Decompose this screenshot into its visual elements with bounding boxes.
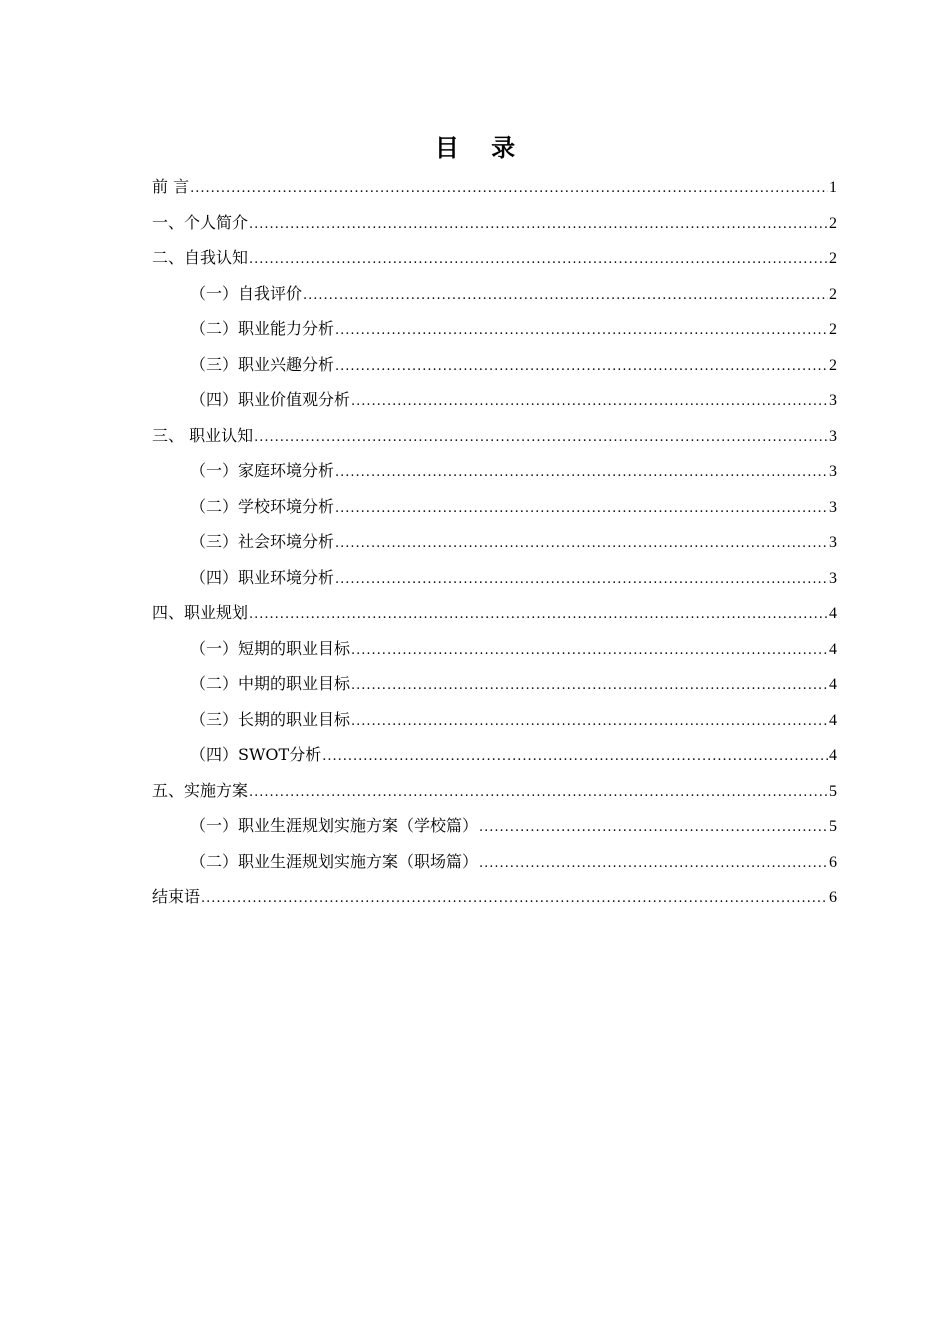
toc-entry-label: （一）自我评价 <box>190 283 303 303</box>
toc-entry-label: 四、职业规划 <box>152 603 249 622</box>
toc-entry[interactable] <box>152 595 837 631</box>
toc-entry-page-number: 3 <box>829 569 837 587</box>
toc-entry-page-number: 3 <box>829 463 837 480</box>
toc-entry[interactable] <box>152 844 837 880</box>
toc-dot-leader <box>335 562 828 598</box>
toc-entry-page-number: 3 <box>829 427 837 445</box>
toc-dot-leader <box>249 242 828 278</box>
toc-entry[interactable] <box>152 276 837 312</box>
toc-entry-page-number: 3 <box>829 498 837 516</box>
toc-entry[interactable] <box>152 631 837 667</box>
toc-entry[interactable] <box>152 382 837 418</box>
toc-entry-label: （二）中期的职业目标 <box>190 674 351 693</box>
toc-entry-label: （二）职业生涯规划实施方案（职场篇） <box>190 851 479 871</box>
toc-entry[interactable] <box>152 808 837 844</box>
toc-title: 目 录 <box>434 134 528 162</box>
toc-entry[interactable] <box>152 311 837 347</box>
toc-entry-page-number: 1 <box>829 179 837 196</box>
toc-entry-page-number: 2 <box>829 285 837 303</box>
toc-entry-page-number: 6 <box>829 853 837 871</box>
toc-dot-leader <box>335 313 828 349</box>
toc-dot-leader <box>303 278 828 314</box>
toc-entry-page-number: 2 <box>829 321 837 338</box>
toc-entry-label: （一）职业生涯规划实施方案（学校篇） <box>190 816 479 835</box>
toc-dot-leader <box>479 810 828 846</box>
toc-entry[interactable] <box>152 773 837 809</box>
toc-entry-page-number: 4 <box>829 711 837 729</box>
toc-entry-page-number: 2 <box>829 356 837 374</box>
toc-entry-page-number: 4 <box>829 676 837 693</box>
toc-entry-label: （一）家庭环境分析 <box>190 461 335 480</box>
toc-entry-label: （二）职业能力分析 <box>190 319 335 338</box>
toc-entry-label: （三）长期的职业目标 <box>190 709 351 729</box>
toc-entry[interactable] <box>152 418 837 454</box>
toc-dot-leader <box>249 597 828 633</box>
toc-entry-label: （一）短期的职业目标 <box>190 638 351 658</box>
toc-entry[interactable] <box>152 240 837 276</box>
toc-dot-leader <box>249 775 828 811</box>
toc-dot-leader <box>254 420 828 456</box>
toc-entry-label: （三）社会环境分析 <box>190 532 335 551</box>
toc-dot-leader <box>335 491 828 527</box>
toc-entry-page-number: 5 <box>829 818 837 835</box>
toc-entry-label: （二）学校环境分析 <box>190 496 335 516</box>
toc-entry-label: 一、个人简介 <box>152 212 249 232</box>
toc-entry-page-number: 4 <box>829 747 837 764</box>
toc-entry[interactable] <box>152 524 837 560</box>
toc-entry-page-number: 4 <box>829 605 837 622</box>
toc-dot-leader <box>351 704 828 740</box>
toc-entry-page-number: 5 <box>829 782 837 800</box>
toc-entry[interactable] <box>152 453 837 489</box>
toc-dot-leader <box>351 384 828 420</box>
toc-entry-page-number: 6 <box>829 889 837 906</box>
toc-entry[interactable] <box>152 169 837 205</box>
toc-entry-page-number: 2 <box>829 214 837 232</box>
toc-entry[interactable] <box>152 489 837 525</box>
toc-dot-leader <box>335 455 828 491</box>
toc-entry[interactable] <box>152 347 837 383</box>
toc-dot-leader <box>351 633 828 669</box>
toc-entry[interactable] <box>152 666 837 702</box>
toc-entry[interactable] <box>152 560 837 596</box>
toc-entry-label: （四）职业环境分析 <box>190 567 335 587</box>
toc-entry-page-number: 2 <box>829 250 837 267</box>
toc-dot-leader <box>351 668 828 704</box>
toc-dot-leader <box>322 739 828 775</box>
toc-entry[interactable] <box>152 702 837 738</box>
toc-entry-page-number: 4 <box>829 640 837 658</box>
toc-entry-label: 二、自我认知 <box>152 248 249 267</box>
toc-entry-page-number: 3 <box>829 534 837 551</box>
toc-dot-leader <box>249 207 828 243</box>
toc-entry-label: 结束语 <box>152 887 201 906</box>
toc-entry-label: 五、实施方案 <box>152 780 249 800</box>
toc-dot-leader <box>201 881 828 917</box>
toc-entry-label: （四）职业价值观分析 <box>190 390 351 409</box>
toc-dot-leader <box>335 526 828 562</box>
toc-entry-label: （三）职业兴趣分析 <box>190 354 335 374</box>
toc-list <box>152 169 837 915</box>
toc-entry[interactable] <box>152 205 837 241</box>
toc-entry-label: （四）SWOT分析 <box>190 745 322 764</box>
toc-entry-label: 三、 职业认知 <box>152 425 254 445</box>
toc-entry[interactable] <box>152 879 837 915</box>
toc-entry-label: 前 言 <box>152 177 190 196</box>
toc-dot-leader <box>190 171 828 207</box>
toc-dot-leader <box>479 846 828 882</box>
toc-dot-leader <box>335 349 828 385</box>
toc-entry[interactable] <box>152 737 837 773</box>
toc-entry-page-number: 3 <box>829 392 837 409</box>
